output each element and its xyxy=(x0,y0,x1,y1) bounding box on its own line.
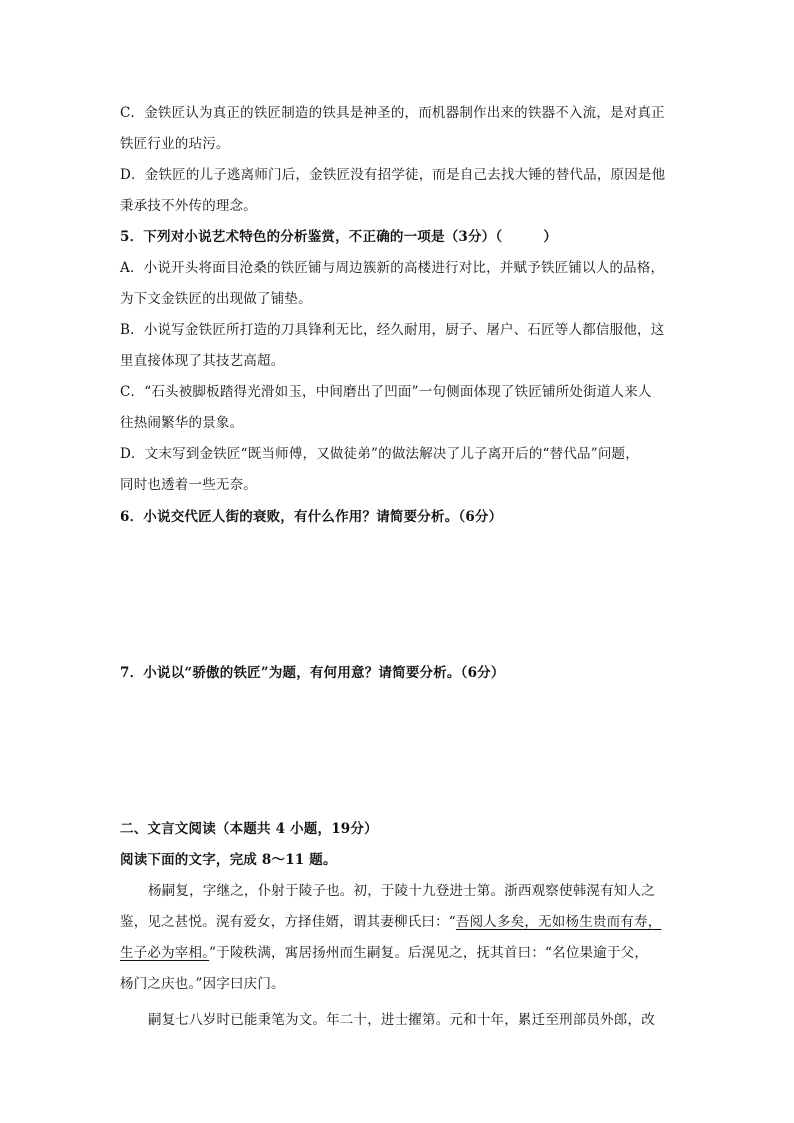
underlined-sentence: 生子必为宰相。 xyxy=(120,945,210,961)
passage-p1-line2 xyxy=(120,912,661,932)
q5-option-d-line1: D．文末写到金铁匠“既当师傅，又做徒弟”的做法解决了儿子离开后的“替代品”问题， xyxy=(120,446,639,462)
q5-option-b-line2: 里直接体现了其技艺高超。 xyxy=(120,353,285,369)
passage-p1-line1: 杨嗣复，字继之，仆射于陵子也。初，于陵十九登进士第。浙西观察使韩滉有知人之 xyxy=(148,883,655,899)
option-c-line2: 铁匠行业的玷污。 xyxy=(120,136,230,152)
q5-option-a-line2: 为下文金铁匠的出现做了铺垫。 xyxy=(120,291,312,307)
passage-p1-line4: 杨门之庆也。”因字曰庆门。 xyxy=(120,976,285,992)
q5-option-a-line1: A．小说开头将面目沧桑的铁匠铺与周边簇新的高楼进行对比，并赋予铁匠铺以人的品格， xyxy=(120,260,665,276)
passage-text: ”于陵秩满，寓居扬州而生嗣复。后滉见之，抚其首曰：“名位果逾于父， xyxy=(209,945,649,961)
underlined-sentence: 吾阅人多矣，无如杨生贵而有寿， xyxy=(455,914,662,930)
section-2-instruction: 阅读下面的文字，完成 8～11 题。 xyxy=(120,852,337,868)
q5-option-c-line1: C．“石头被脚板踏得光滑如玉，中间磨出了凹面”一句侧面体现了铁匠铺所处街道人来人 xyxy=(120,384,652,400)
passage-p2-line1: 嗣复七八岁时已能秉笔为文。年二十，进士擢第。元和十年，累迁至刑部员外郎，改 xyxy=(148,1012,655,1028)
option-d-line1: D．金铁匠的儿子逃离师门后，金铁匠没有招学徒，而是自己去找大锤的替代品，原因是他 xyxy=(120,167,666,183)
q5-option-b-line1: B．小说写金铁匠所打造的刀具锋利无比，经久耐用，厨子、屠户、石匠等人都信服他，这 xyxy=(120,322,665,338)
question-6-stem: 6．小说交代匠人街的衰败，有什么作用？请简要分析。（6分） xyxy=(120,509,503,525)
passage-text: 鉴，见之甚悦。滉有爱女，方择佳婿，谓其妻柳氏曰：“ xyxy=(120,914,456,930)
question-5-stem: 5．下列对小说艺术特色的分析鉴赏，不正确的一项是（3分）（ ） xyxy=(120,229,558,245)
q5-option-c-line2: 往热闹繁华的景象。 xyxy=(120,415,244,431)
option-c-line1: C．金铁匠认为真正的铁匠制造的铁具是神圣的，而机器制作出来的铁器不入流，是对真正 xyxy=(120,105,665,121)
question-7-stem: 7．小说以“骄傲的铁匠”为题，有何用意？请简要分析。（6分） xyxy=(120,665,505,681)
option-d-line2: 秉承技不外传的理念。 xyxy=(120,198,257,214)
q5-option-d-line2: 同时也透着一些无奈。 xyxy=(120,477,257,493)
passage-p1-line3 xyxy=(120,943,648,963)
section-2-heading: 二、文言文阅读（本题共 4 小题，19分） xyxy=(120,821,378,837)
